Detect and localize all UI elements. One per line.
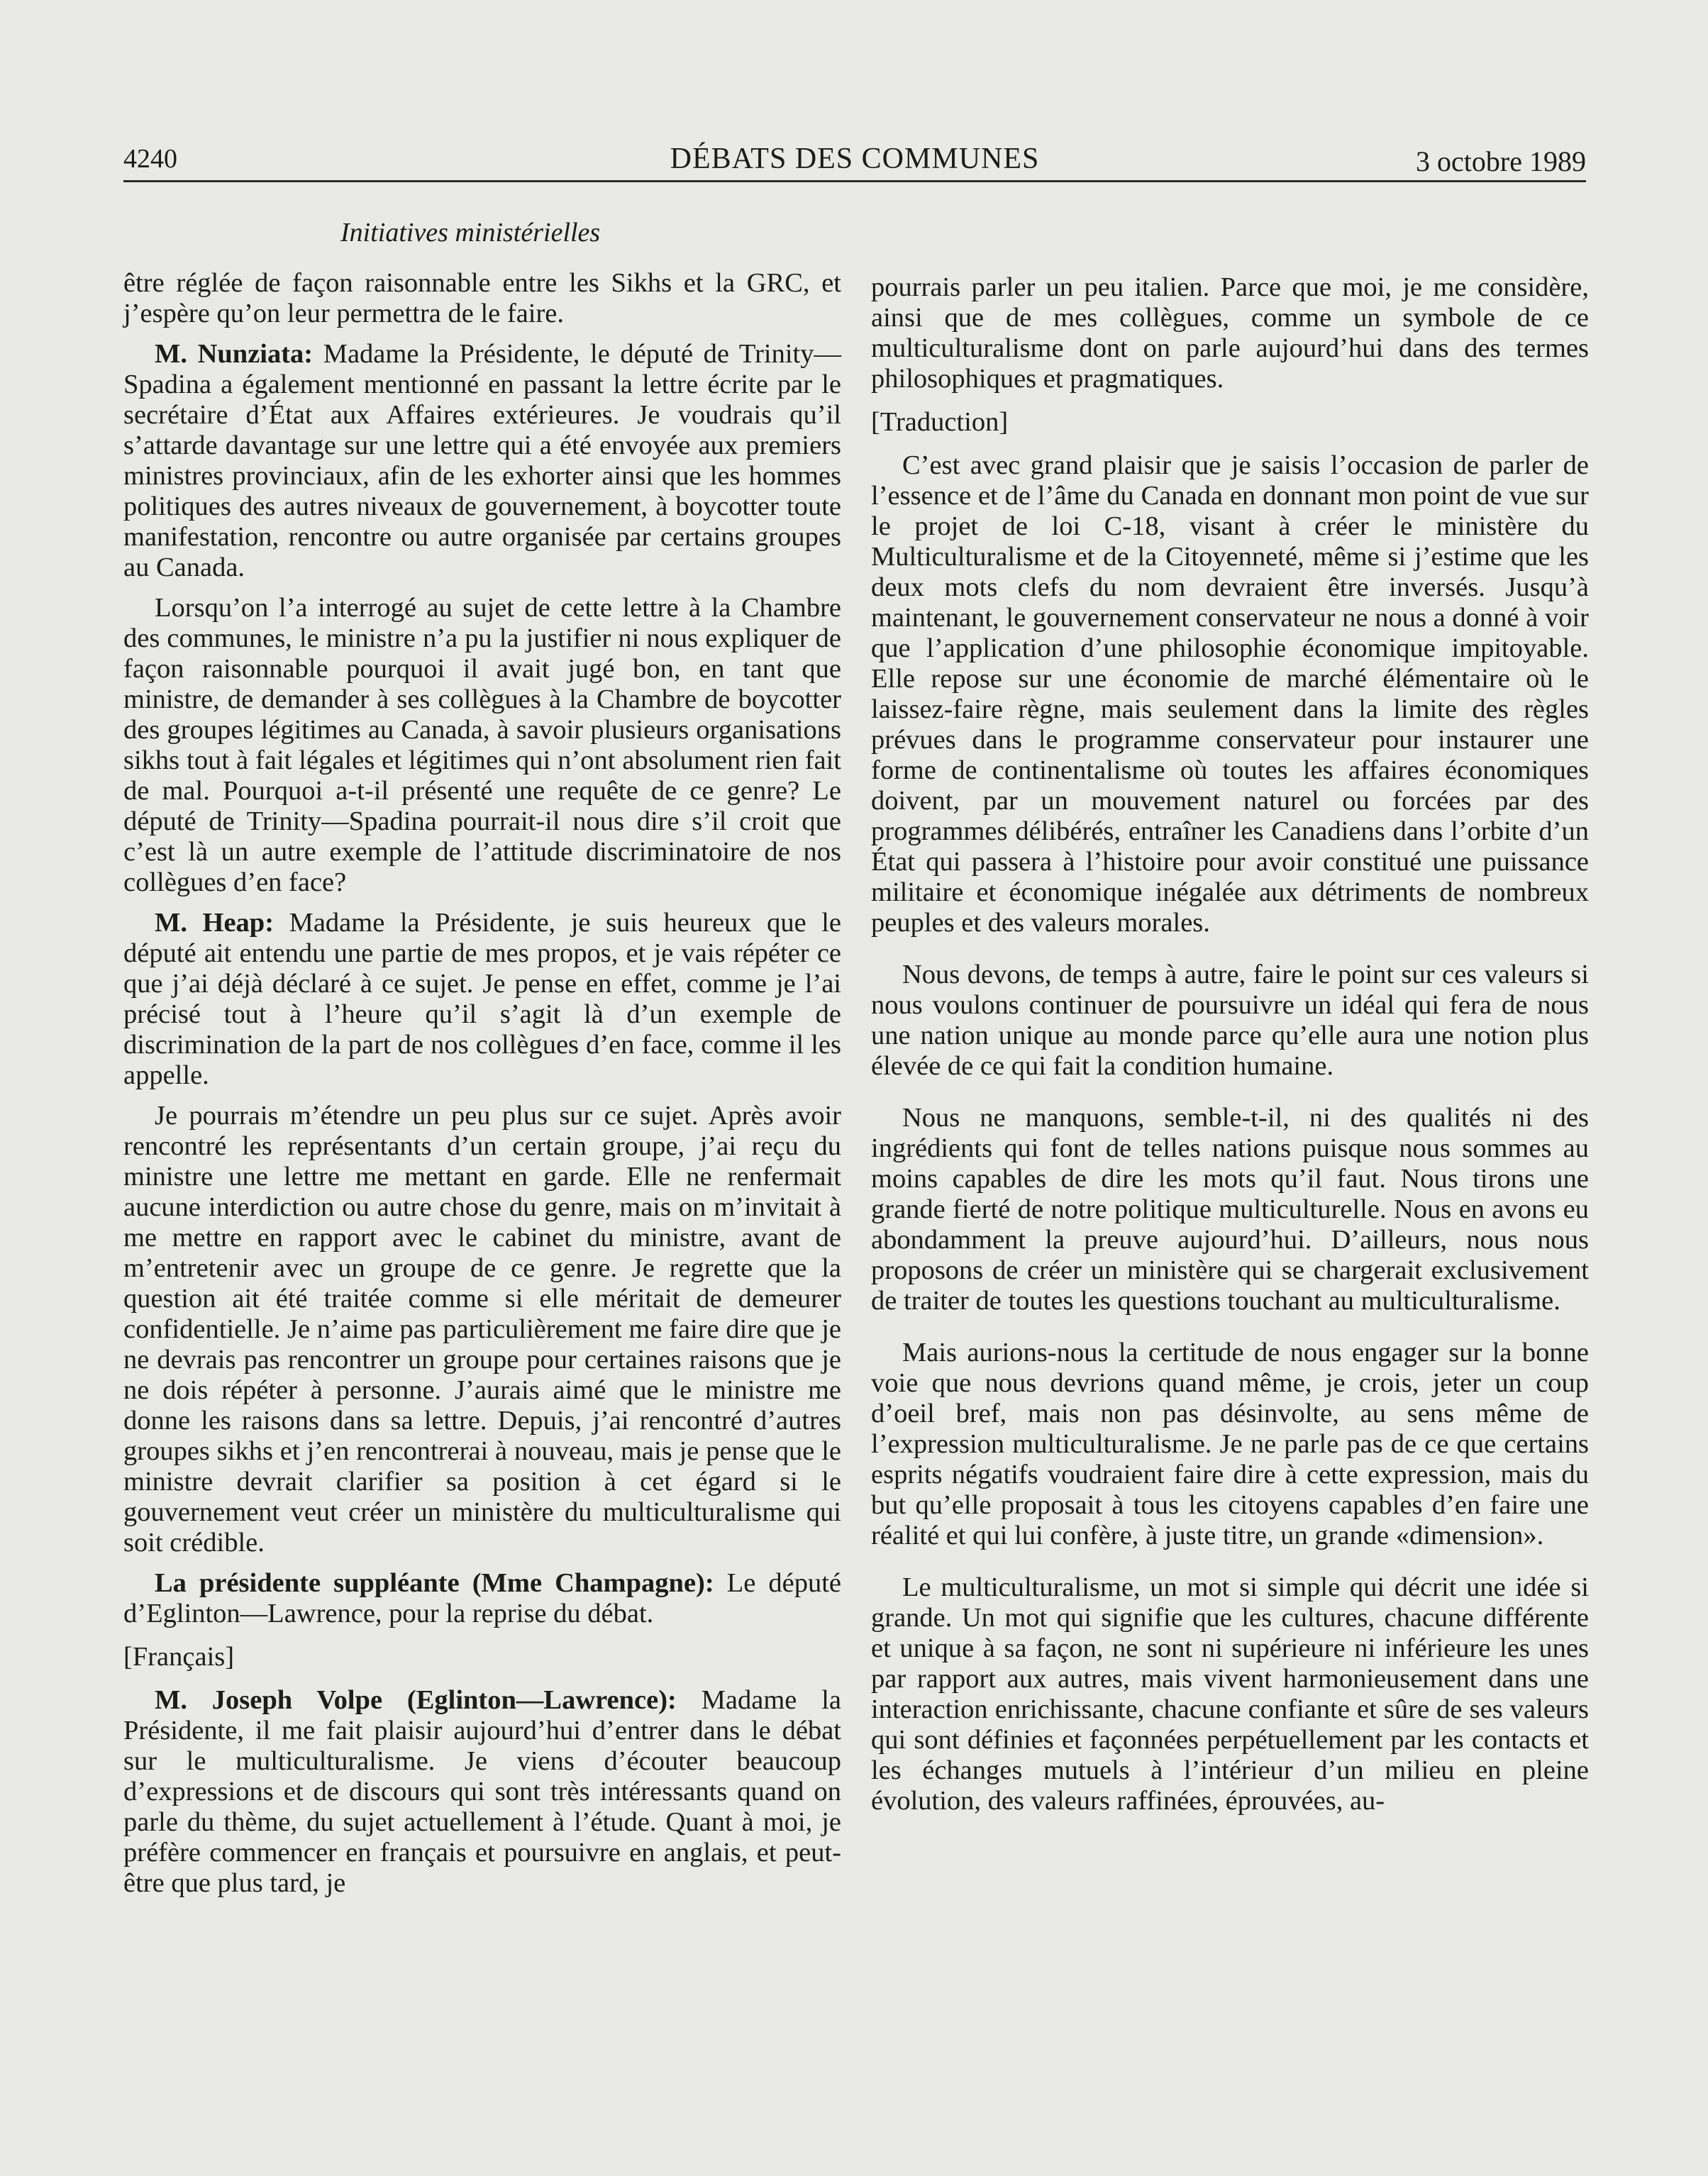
paragraph: pourrais parler un peu italien. Parce que moi, je me considère, ainsi que de mes collègues, comme un symbole de ce multiculturalisme dont on parle aujourd’hui dans des termes philosophiques et pragmatiques. bbox=[871, 272, 1589, 394]
left-column bbox=[123, 268, 841, 1909]
page-header bbox=[123, 139, 1586, 182]
speech-text: Madame la Présidente, le député de Trinity—Spadina a également mentionné en passant la lettre écrite par le secrétaire d’État aux Affaires extérieures. Je voudrais qu’il s’attarde davantage sur une lettre qui a été envoyée aux premiers ministres provinciaux, afin de les exhorter ainsi que les hommes politiques des autres niveaux de gouvernement, à boycotter toute manifestation, rencontre ou autre organisée par certains groupes au Canada. bbox=[123, 339, 841, 582]
publication-title: DÉBATS DES COMMUNES bbox=[670, 143, 1040, 175]
paragraph bbox=[123, 908, 841, 1091]
publication-date: 3 octobre 1989 bbox=[1416, 145, 1586, 177]
speech-text: Madame la Présidente, je suis heureux que le député ait entendu une partie de mes propos, et je vais répéter ce que j’ai déjà déclaré à ce sujet. Je pense en effet, comme je l’ai précisé tout à l’heure qu’il s’agit là d’un exemple de discrimination de la part de nos collègues d’en face, comme il les appelle. bbox=[123, 908, 842, 1090]
speaker-name: La présidente suppléante (Mme Champagne): bbox=[155, 1568, 714, 1598]
speech-text: Madame la Présidente, il me fait plaisir aujourd’hui d’entrer dans le débat sur le multiculturalisme. Je viens d’écouter beaucoup d’expressions et de discours qui sont très intéressants quand on parle du thème, du sujet actuellement à l’étude. Quant à moi, je préfère commencer en français et poursuivre en anglais, et peut-être que plus tard, je bbox=[123, 1685, 842, 1898]
header-rule bbox=[123, 180, 1586, 182]
speaker-name: M. Joseph Volpe (Eglinton—Lawrence): bbox=[155, 1685, 677, 1715]
right-column bbox=[871, 272, 1589, 1826]
paragraph: Nous devons, de temps à autre, faire le point sur ces valeurs si nous voulons continuer de poursuivre un idéal qui fera de nous une nation unique au monde parce qu’elle aura une notion plus élevée de ce qui fait la condition humaine. bbox=[871, 960, 1589, 1081]
section-heading: Initiatives ministérielles bbox=[340, 218, 601, 248]
paragraph: Je pourrais m’étendre un peu plus sur ce sujet. Après avoir rencontré les représentants d’un certain groupe, j’ai reçu du ministre une lettre me mettant en garde. Elle ne renfermait aucune interdiction ou autre chose du genre, mais on m’invitait à me mettre en rapport avec le cabinet du ministre, avant de m’entretenir avec un groupe de ce genre. Je regrette que la question ait été traitée comme si elle méritait de demeurer confidentielle. Je n’aime pas particulièrement me faire dire que je ne devrais pas rencontrer un groupe pour certaines raisons que je ne dois répéter à personne. J’aurais aimé que le ministre me donne les raisons dans sa lettre. Depuis, j’ai rencontré d’autres groupes sikhs et j’en rencontrerai à nouveau, mais je pense que le ministre devrait clarifier sa position à cet égard si le gouvernement veut créer un ministère du multiculturalisme qui soit crédible. bbox=[123, 1101, 841, 1558]
paragraph bbox=[123, 1568, 841, 1629]
language-marker: [Français] bbox=[123, 1642, 235, 1672]
speaker-name: M. Heap: bbox=[155, 908, 274, 938]
paragraph: Nous ne manquons, semble-t-il, ni des qualités ni des ingrédients qui font de telles nations puisque nous sommes au moins capables de dire les mots qu’il faut. Nous tirons une grande fierté de notre politique multiculturelle. Nous en avons eu abondamment la preuve aujourd’hui. D’ailleurs, nous nous proposons de créer un ministère qui se chargerait exclusivement de traiter de toutes les questions touchant au multiculturalisme. bbox=[871, 1103, 1589, 1316]
speaker-name: M. Nunziata: bbox=[155, 339, 314, 369]
paragraph bbox=[123, 339, 841, 583]
language-marker: [Traduction] bbox=[871, 407, 1009, 437]
speech-text: Le député d’Eglinton—Lawrence, pour la reprise du débat. bbox=[123, 1568, 842, 1628]
paragraph: Lorsqu’on l’a interrogé au sujet de cette lettre à la Chambre des communes, le ministre n’a pu la justifier ni nous expliquer de façon raisonnable pourquoi il avait jugé bon, en tant que ministre, de demander à ses collègues à la Chambre de boycotter des groupes légitimes au Canada, à savoir plusieurs organisations sikhs tout à fait légales et légitimes qui n’ont absolument rien fait de mal. Pourquoi a-t-il présenté une requête de ce genre? Le député de Trinity—Spadina pourrait-il nous dire s’il croit que c’est là un autre exemple de l’attitude discriminatoire de nos collègues d’en face? bbox=[123, 593, 841, 897]
paragraph: être réglée de façon raisonnable entre les Sikhs et la GRC, et j’espère qu’on leur permettra de le faire. bbox=[123, 268, 841, 328]
paragraph: C’est avec grand plaisir que je saisis l’occasion de parler de l’essence et de l’âme du Canada en donnant mon point de vue sur le projet de loi C-18, visant à créer le ministère du Multiculturalisme et de la Citoyenneté, même si j’estime que les deux mots clefs du nom devraient être inversés. Jusqu’à maintenant, le gouvernement conservateur ne nous a donné à voir que l’application d’une philosophie économique impitoyable. Elle repose sur une économie de marché élémentaire où le laissez-faire règne, mais seulement dans la limite des règles prévues dans le programme conservateur pour instaurer une forme de continentalisme où toutes les affaires économiques doivent, par un mouvement naturel ou forcées par des programmes délibérés, entraîner les Canadiens dans l’orbite d’un État qui passera à l’histoire pour avoir constitué une puissance militaire et économique inégalée aux détriments de nombreux peuples et des valeurs morales. bbox=[871, 450, 1589, 938]
paragraph bbox=[123, 1685, 841, 1899]
paragraph: Mais aurions-nous la certitude de nous engager sur la bonne voie que nous devrions quand même, je crois, jeter un coup d’oeil bref, mais non pas désinvolte, au sens même de l’expression multiculturalisme. Je ne parle pas de ce que certains esprits négatifs voudraient faire dire à cette expression, mais du but qu’elle proposait à tous les citoyens capables d’en faire une réalité et qui lui confère, à juste titre, un grande «dimension». bbox=[871, 1338, 1589, 1550]
paragraph: Le multiculturalisme, un mot si simple qui décrit une idée si grande. Un mot qui signifie que les cultures, chacune différente et unique à sa façon, ne sont ni supérieure ni inférieure les unes par rapport aux autres, mais vivent harmonieusement dans une interaction enrichissante, chacune confiante et sûre de ses valeurs qui sont définies et façonnées perpétuellement par les contacts et les échanges mutuels à l’intérieur d’un milieu en pleine évolution, des valeurs raffinées, éprouvées, au- bbox=[871, 1572, 1589, 1816]
page-number: 4240 bbox=[123, 144, 177, 174]
